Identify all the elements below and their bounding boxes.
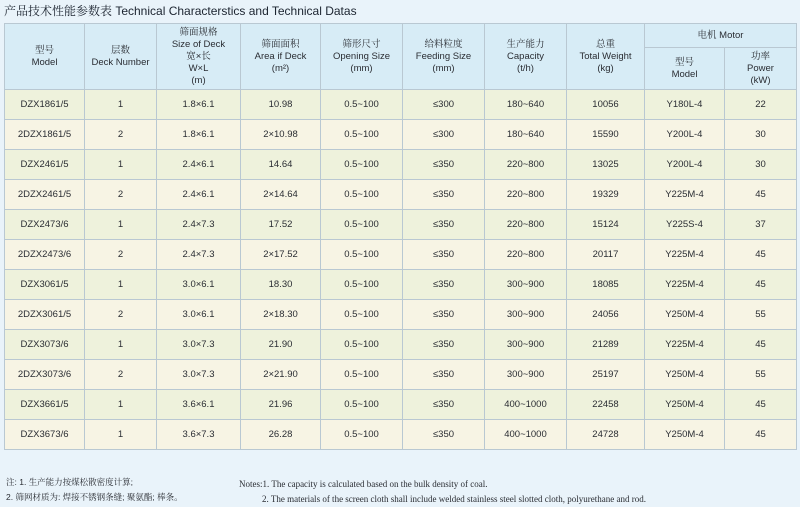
cell-deck: 2 — [85, 360, 157, 390]
header-opening-size: 筛形尺寸 Opening Size (mm) — [321, 24, 403, 90]
cell-capacity: 300~900 — [485, 330, 567, 360]
cell-deck: 1 — [85, 90, 157, 120]
cell-power: 55 — [725, 300, 797, 330]
cell-feeding: ≤350 — [403, 180, 485, 210]
table-row — [5, 210, 797, 240]
cell-power: 45 — [725, 180, 797, 210]
spec-table — [4, 23, 797, 450]
cell-area: 2×17.52 — [241, 240, 321, 270]
cell-feeding: ≤350 — [403, 330, 485, 360]
cell-weight: 10056 — [567, 90, 645, 120]
cell-feeding: ≤350 — [403, 210, 485, 240]
cell-capacity: 220~800 — [485, 180, 567, 210]
note-cn-2: 2. 筛网材质为: 焊接不锈钢条缝; 聚氨酯; 棒条。 — [6, 492, 183, 502]
cell-area: 17.52 — [241, 210, 321, 240]
cell-deck: 2 — [85, 120, 157, 150]
cell-model: DZX3673/6 — [5, 420, 85, 450]
cell-size: 3.0×6.1 — [157, 300, 241, 330]
cell-size: 1.8×6.1 — [157, 120, 241, 150]
cell-power: 30 — [725, 120, 797, 150]
cell-motor-model: Y250M-4 — [645, 390, 725, 420]
cell-model: DZX2461/5 — [5, 150, 85, 180]
cell-weight: 25197 — [567, 360, 645, 390]
notes — [4, 474, 796, 507]
cell-deck: 2 — [85, 300, 157, 330]
cell-motor-model: Y250M-4 — [645, 300, 725, 330]
cell-feeding: ≤350 — [403, 390, 485, 420]
cell-weight: 15124 — [567, 210, 645, 240]
table-row — [5, 330, 797, 360]
cell-size: 2.4×7.3 — [157, 240, 241, 270]
cell-feeding: ≤350 — [403, 360, 485, 390]
cell-capacity: 180~640 — [485, 90, 567, 120]
cell-deck: 1 — [85, 390, 157, 420]
cell-size: 2.4×6.1 — [157, 150, 241, 180]
cell-model: DZX1861/5 — [5, 90, 85, 120]
table-row — [5, 390, 797, 420]
cell-deck: 1 — [85, 420, 157, 450]
cell-motor-model: Y250M-4 — [645, 420, 725, 450]
cell-opening: 0.5~100 — [321, 390, 403, 420]
cell-power: 37 — [725, 210, 797, 240]
cell-capacity: 300~900 — [485, 300, 567, 330]
header-motor-power: 功率 Power (kW) — [725, 48, 797, 90]
cell-area: 2×21.90 — [241, 360, 321, 390]
cell-weight: 21289 — [567, 330, 645, 360]
cell-deck: 1 — [85, 270, 157, 300]
cell-motor-model: Y200L-4 — [645, 120, 725, 150]
note-en-1: Notes:1. The capacity is calculated based on the bulk density of coal. — [239, 479, 488, 489]
header-total-weight: 总重 Total Weight (kg) — [567, 24, 645, 90]
cell-model: 2DZX3061/5 — [5, 300, 85, 330]
cell-area: 14.64 — [241, 150, 321, 180]
cell-motor-model: Y180L-4 — [645, 90, 725, 120]
cell-model: DZX3061/5 — [5, 270, 85, 300]
cell-size: 1.8×6.1 — [157, 90, 241, 120]
cell-power: 45 — [725, 420, 797, 450]
cell-feeding: ≤300 — [403, 90, 485, 120]
cell-power: 22 — [725, 90, 797, 120]
cell-power: 45 — [725, 390, 797, 420]
cell-weight: 24728 — [567, 420, 645, 450]
cell-weight: 24056 — [567, 300, 645, 330]
cell-area: 2×18.30 — [241, 300, 321, 330]
cell-opening: 0.5~100 — [321, 90, 403, 120]
cell-opening: 0.5~100 — [321, 210, 403, 240]
cell-motor-model: Y225M-4 — [645, 330, 725, 360]
cell-capacity: 300~900 — [485, 360, 567, 390]
cell-motor-model: Y225S-4 — [645, 210, 725, 240]
cell-motor-model: Y250M-4 — [645, 360, 725, 390]
header-area-of-deck: 筛面面积 Area if Deck (m²) — [241, 24, 321, 90]
table-row — [5, 120, 797, 150]
cell-opening: 0.5~100 — [321, 150, 403, 180]
table-row — [5, 420, 797, 450]
cell-opening: 0.5~100 — [321, 300, 403, 330]
cell-weight: 18085 — [567, 270, 645, 300]
cell-area: 21.90 — [241, 330, 321, 360]
cell-weight: 22458 — [567, 390, 645, 420]
cell-size: 2.4×6.1 — [157, 180, 241, 210]
cell-area: 21.96 — [241, 390, 321, 420]
cell-model: 2DZX1861/5 — [5, 120, 85, 150]
cell-capacity: 400~1000 — [485, 420, 567, 450]
cell-weight: 20117 — [567, 240, 645, 270]
cell-size: 2.4×7.3 — [157, 210, 241, 240]
cell-model: 2DZX3073/6 — [5, 360, 85, 390]
cell-capacity: 220~800 — [485, 210, 567, 240]
cell-power: 45 — [725, 240, 797, 270]
header-motor: 电机 Motor — [645, 24, 797, 48]
cell-deck: 1 — [85, 210, 157, 240]
cell-weight: 13025 — [567, 150, 645, 180]
header-motor-model: 型号 Model — [645, 48, 725, 90]
cell-feeding: ≤350 — [403, 240, 485, 270]
cell-feeding: ≤350 — [403, 300, 485, 330]
cell-deck: 2 — [85, 180, 157, 210]
cell-motor-model: Y225M-4 — [645, 240, 725, 270]
cell-model: DZX3661/5 — [5, 390, 85, 420]
cell-weight: 15590 — [567, 120, 645, 150]
cell-deck: 1 — [85, 150, 157, 180]
cell-area: 18.30 — [241, 270, 321, 300]
cell-deck: 2 — [85, 240, 157, 270]
cell-capacity: 300~900 — [485, 270, 567, 300]
cell-opening: 0.5~100 — [321, 180, 403, 210]
table-row — [5, 90, 797, 120]
cell-model: 2DZX2473/6 — [5, 240, 85, 270]
header-feeding-size: 给料粒度 Feeding Size (mm) — [403, 24, 485, 90]
cell-capacity: 400~1000 — [485, 390, 567, 420]
cell-feeding: ≤350 — [403, 270, 485, 300]
table-row — [5, 300, 797, 330]
cell-power: 45 — [725, 330, 797, 360]
cell-area: 2×10.98 — [241, 120, 321, 150]
cell-size: 3.6×7.3 — [157, 420, 241, 450]
cell-power: 55 — [725, 360, 797, 390]
cell-model: DZX3073/6 — [5, 330, 85, 360]
cell-opening: 0.5~100 — [321, 120, 403, 150]
spec-table-body — [5, 90, 797, 450]
cell-motor-model: Y200L-4 — [645, 150, 725, 180]
cell-area: 26.28 — [241, 420, 321, 450]
cell-model: 2DZX2461/5 — [5, 180, 85, 210]
cell-size: 3.6×6.1 — [157, 390, 241, 420]
table-row — [5, 180, 797, 210]
cell-deck: 1 — [85, 330, 157, 360]
cell-model: DZX2473/6 — [5, 210, 85, 240]
cell-weight: 19329 — [567, 180, 645, 210]
page-title: 产品技术性能参数表 Technical Characterstics and Technical Datas — [4, 4, 357, 18]
table-row — [5, 270, 797, 300]
header-size-of-deck: 筛面规格 Size of Deck 宽×长 W×L (m) — [157, 24, 241, 90]
cell-feeding: ≤350 — [403, 420, 485, 450]
header-capacity: 生产能力 Capacity (t/h) — [485, 24, 567, 90]
table-row — [5, 240, 797, 270]
cell-capacity: 220~800 — [485, 150, 567, 180]
cell-size: 3.0×7.3 — [157, 330, 241, 360]
cell-area: 2×14.64 — [241, 180, 321, 210]
cell-power: 30 — [725, 150, 797, 180]
cell-area: 10.98 — [241, 90, 321, 120]
cell-opening: 0.5~100 — [321, 360, 403, 390]
cell-opening: 0.5~100 — [321, 270, 403, 300]
cell-capacity: 180~640 — [485, 120, 567, 150]
cell-motor-model: Y225M-4 — [645, 180, 725, 210]
cell-opening: 0.5~100 — [321, 240, 403, 270]
header-deck-number: 层数 Deck Number — [85, 24, 157, 90]
cell-opening: 0.5~100 — [321, 420, 403, 450]
table-row — [5, 360, 797, 390]
header-model: 型号 Model — [5, 24, 85, 90]
note-en-2: 2. The materials of the screen cloth shall include welded stainless steel slotted cloth, polyurethane and rod. — [262, 494, 646, 504]
cell-motor-model: Y225M-4 — [645, 270, 725, 300]
note-cn-1: 注: 1. 生产能力按煤松散密度计算; — [6, 477, 134, 487]
cell-feeding: ≤350 — [403, 150, 485, 180]
cell-size: 3.0×7.3 — [157, 360, 241, 390]
table-row — [5, 150, 797, 180]
cell-power: 45 — [725, 270, 797, 300]
cell-capacity: 220~800 — [485, 240, 567, 270]
cell-size: 3.0×6.1 — [157, 270, 241, 300]
cell-feeding: ≤300 — [403, 120, 485, 150]
cell-opening: 0.5~100 — [321, 330, 403, 360]
